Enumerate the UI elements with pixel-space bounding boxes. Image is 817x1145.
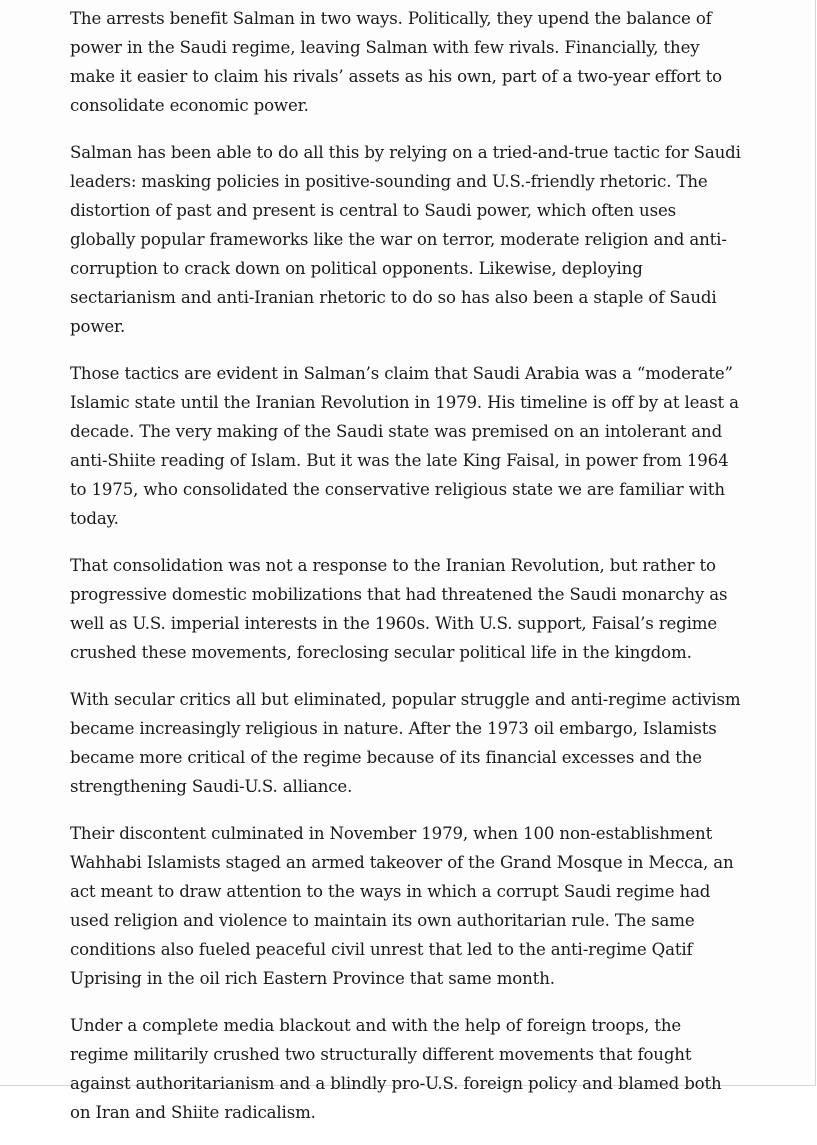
article-body [70,4,742,1145]
paragraph-1: The arrests benefit Salman in two ways. Politically, they upend the balance of power in the Saudi regime, leaving Salman with few rivals. Financially, they make it easier to claim his rivals’ assets as his own, part of a two-year effort to consolidate economic power. [70,9,723,115]
paragraph-5: With secular critics all but eliminated, popular struggle and anti-regime activism became increasingly religious in nature. After the 1973 oil embargo, Islamists became more critical of the regime because of its financial excesses and the strengthening Saudi-U.S. alliance. [70,690,741,796]
paragraph-6: Their discontent culminated in November 1979, when 100 non-establishment Wahhabi Islamists staged an armed takeover of the Grand Mosque in Mecca, an act meant to draw attention to the ways in which a corrupt Saudi regime had used religion and violence to maintain its own authoritarian rule. The same conditions also fueled peaceful civil unrest that led to the anti-regime Qatif Uprising in the oil rich Eastern Province that same month. [70,824,734,988]
paragraph-3: Those tactics are evident in Salman’s claim that Saudi Arabia was a “moderate” Islamic state until the Iranian Revolution in 1979. His timeline is off by at least a decade. The very making of the Saudi state was premised on an intolerant and anti-Shiite reading of Islam. But it was the late King Faisal, in power from 1964 to 1975, who consolidated the conservative religious state we are familiar with today. [70,364,739,528]
paragraph-7: Under a complete media blackout and with the help of foreign troops, the regime militarily crushed two structurally different movements that fought against authoritarianism and a blindly pro-U.S. foreign policy and blamed both on Iran and Shiite radicalism. [70,1016,722,1122]
paragraph-2: Salman has been able to do all this by relying on a tried-and-true tactic for Saudi leaders: masking policies in positive-sounding and U.S.-friendly rhetoric. The distortion of past and present is central to Saudi power, which often uses globally popular frameworks like the war on terror, moderate religion and anti-corruption to crack down on political opponents. Likewise, deploying sectarianism and anti-Iranian rhetoric to do so has also been a staple of Saudi power. [70,143,741,336]
paragraph-4: That consolidation was not a response to the Iranian Revolution, but rather to progressive domestic mobilizations that had threatened the Saudi monarchy as well as U.S. imperial interests in the 1960s. With U.S. support, Faisal’s regime crushed these movements, foreclosing secular political life in the kingdom. [70,556,728,662]
